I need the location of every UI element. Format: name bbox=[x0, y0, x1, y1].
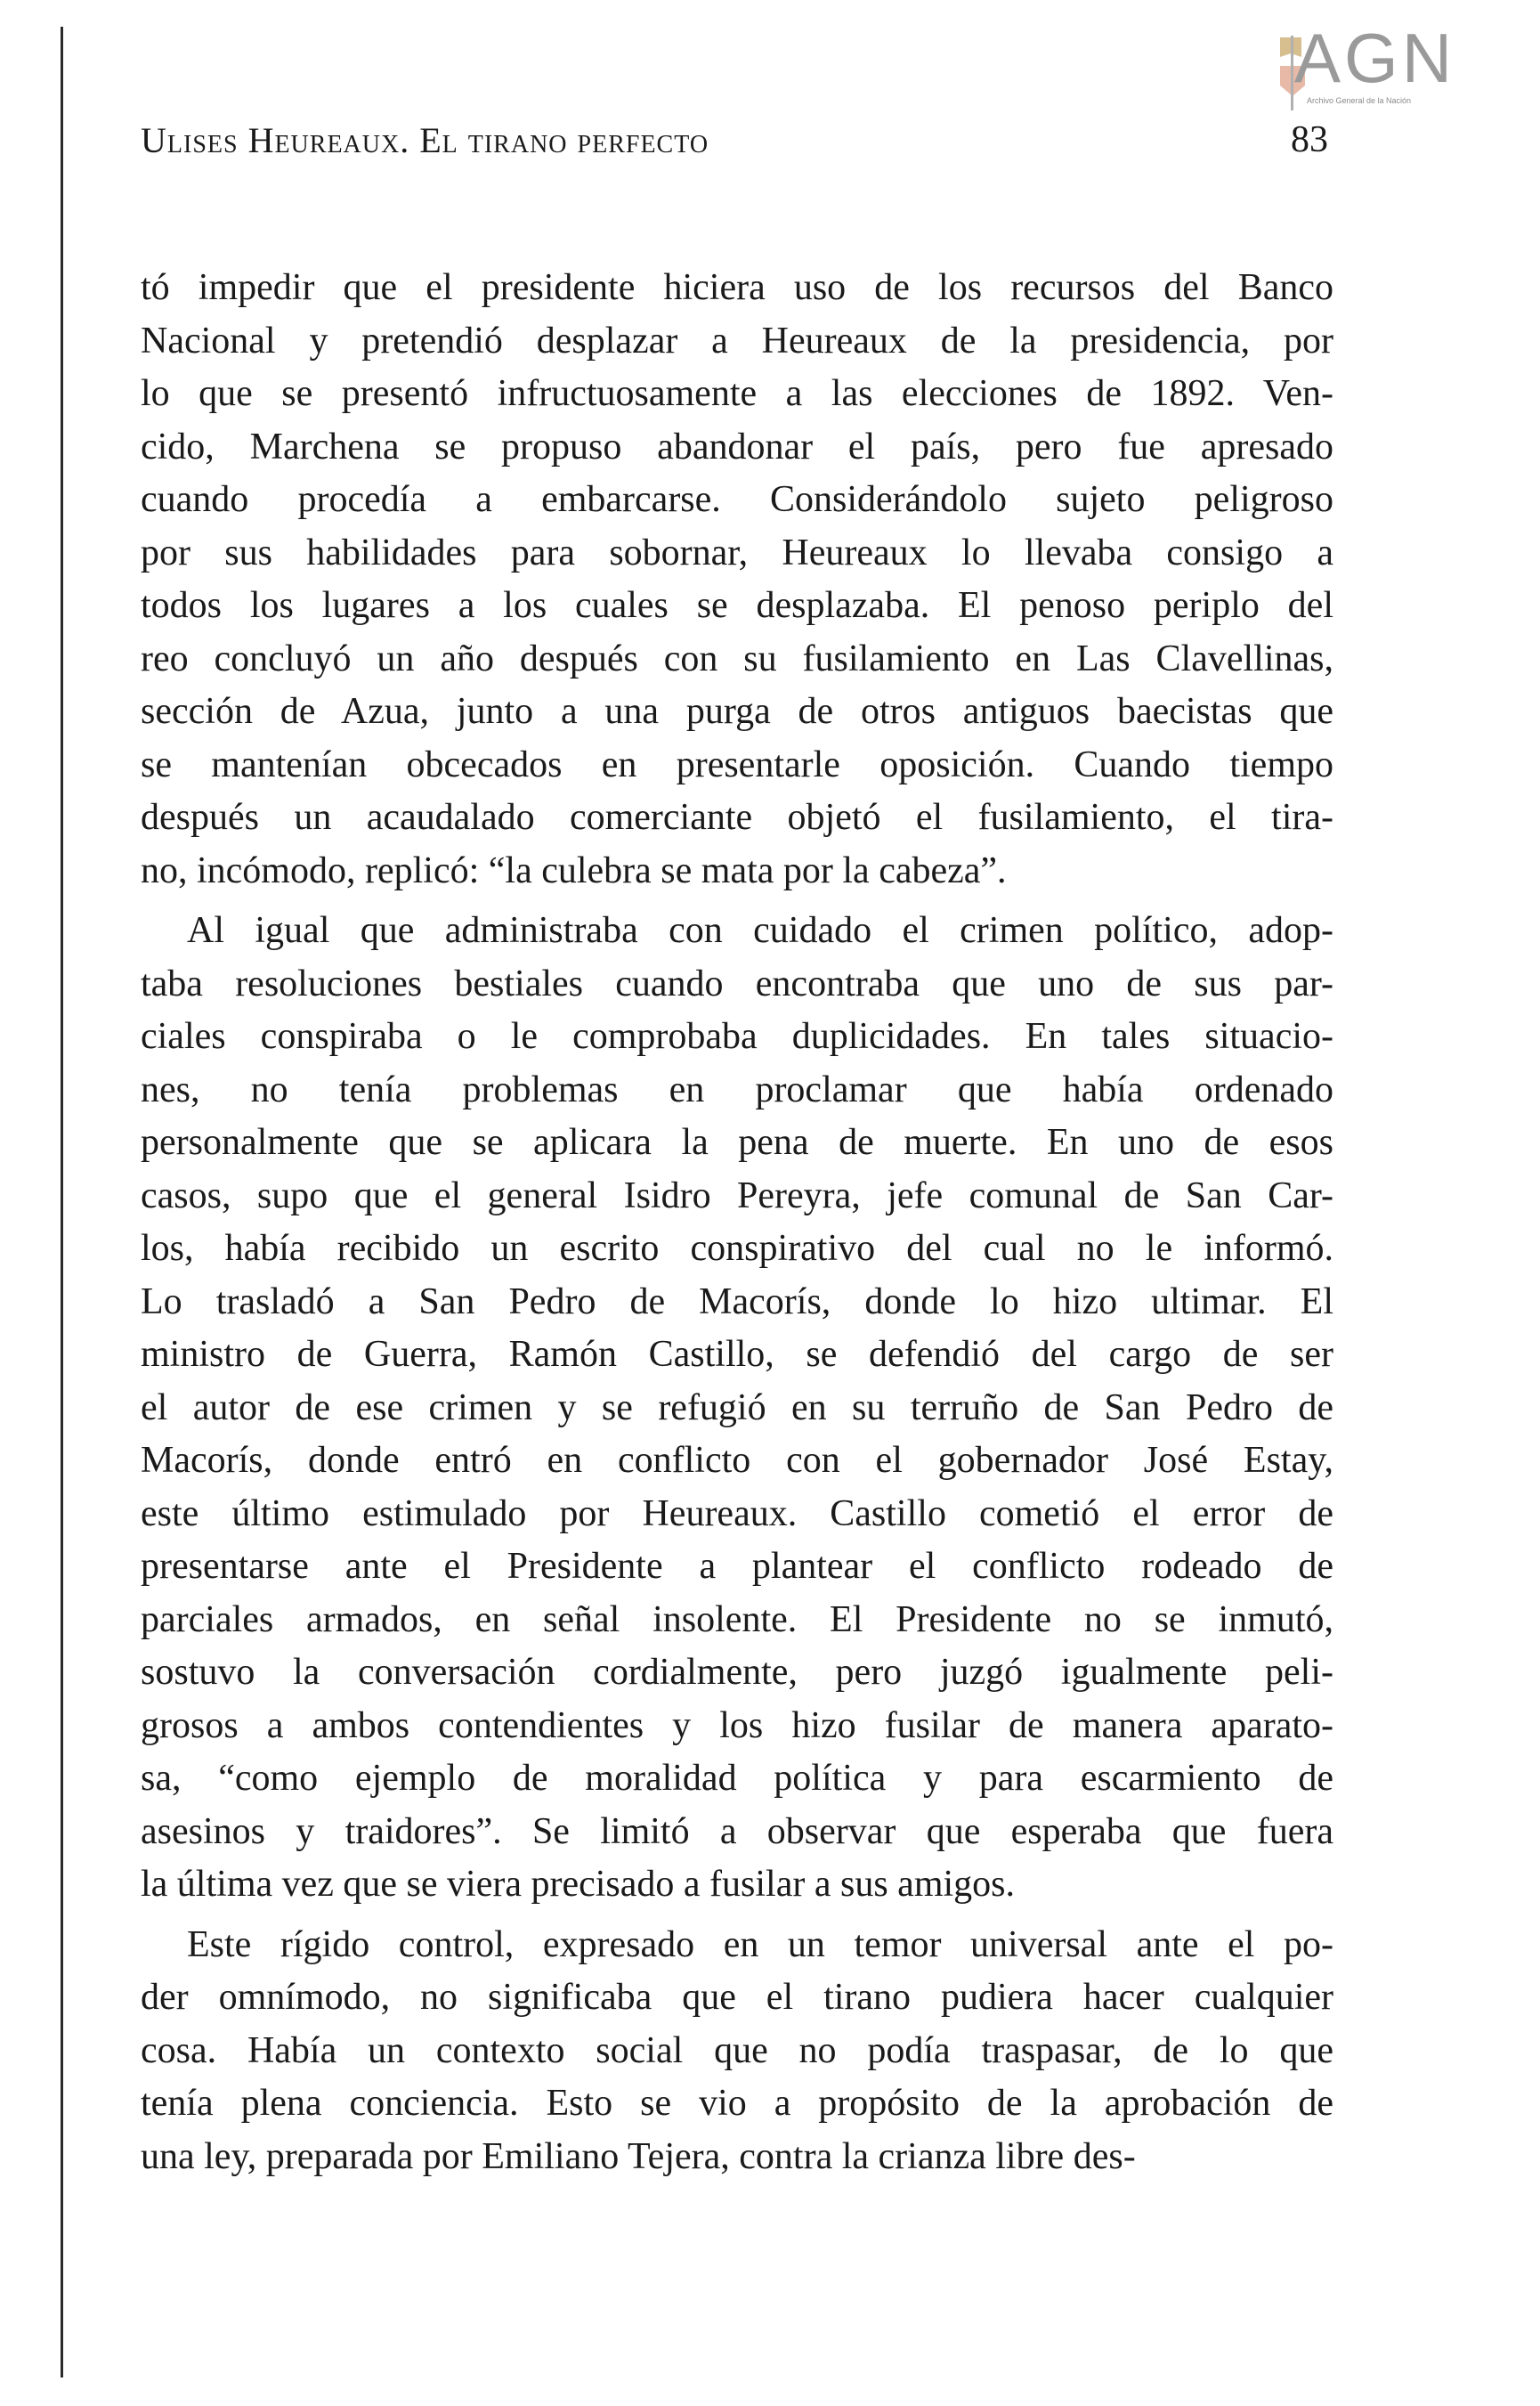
page-number: 83 bbox=[1291, 119, 1328, 160]
text-line: presentarse ante el Presidente a plantear el conflicto rodeado de bbox=[141, 1546, 1333, 1587]
text-line: personalmente que se aplicara la pena de muerte. En uno de esos bbox=[141, 1122, 1333, 1163]
text-line: cuando procedía a embarcarse. Considerándolo sujeto peligroso bbox=[141, 479, 1333, 520]
text-line: sección de Azua, junto a una purga de otros antiguos baecistas que bbox=[141, 691, 1333, 732]
text-line: Lo trasladó a San Pedro de Macorís, donde lo hizo ultimar. El bbox=[141, 1280, 1333, 1322]
text-line: reo concluyó un año después con su fusilamiento en Las Clavellinas, bbox=[141, 638, 1333, 679]
text-line: se mantenían obcecados en presentarle oposición. Cuando tiempo bbox=[141, 744, 1333, 785]
text-line: todos los lugares a los cuales se desplazaba. El penoso periplo del bbox=[141, 585, 1333, 626]
body-text bbox=[141, 262, 1333, 2183]
text-line: casos, supo que el general Isidro Pereyra, jefe comunal de San Car- bbox=[141, 1175, 1333, 1216]
paragraph-2 bbox=[141, 905, 1333, 1912]
text-line: parciales armados, en señal insolente. El Presidente no se inmutó, bbox=[141, 1598, 1333, 1640]
text-line: Macorís, donde entró en conflicto con el gobernador José Estay, bbox=[141, 1440, 1333, 1481]
paragraph-1 bbox=[141, 262, 1333, 898]
text-line: nes, no tenía problemas en proclamar que había ordenado bbox=[141, 1069, 1333, 1110]
text-line: la última vez que se viera precisado a fusilar a sus amigos. bbox=[141, 1864, 1015, 1905]
text-line: tenía plena conciencia. Esto se vio a propósito de la aprobación de bbox=[141, 2083, 1333, 2124]
archive-logo bbox=[1275, 19, 1471, 112]
text-line: lo que se presentó infructuosamente a las elecciones de 1892. Ven- bbox=[141, 373, 1333, 414]
running-head: Ulises Heureaux. El tirano perfecto bbox=[141, 120, 709, 160]
text-line: Nacional y pretendió desplazar a Heureaux de la presidencia, por bbox=[141, 320, 1333, 362]
text-line: cosa. Había un contexto social que no podía traspasar, de lo que bbox=[141, 2029, 1333, 2071]
text-line: una ley, preparada por Emiliano Tejera, contra la crianza libre des- bbox=[141, 2135, 1136, 2177]
text-line: tó impedir que el presidente hiciera uso de los recursos del Banco bbox=[141, 267, 1333, 308]
text-line: taba resoluciones bestiales cuando encontraba que uno de sus par- bbox=[141, 963, 1333, 1004]
text-line: Este rígido control, expresado en un temor universal ante el po- bbox=[187, 1923, 1333, 1965]
text-line: no, incómodo, replicó: “la culebra se mata por la cabeza”. bbox=[141, 849, 1007, 891]
text-line: ministro de Guerra, Ramón Castillo, se defendió del cargo de ser bbox=[141, 1334, 1333, 1375]
text-line: grosos a ambos contendientes y los hizo fusilar de manera aparato- bbox=[141, 1704, 1333, 1746]
logo-letters: AGN bbox=[1294, 19, 1456, 97]
text-line: Al igual que administraba con cuidado el crimen político, adop- bbox=[187, 910, 1333, 951]
binding-edge-line bbox=[61, 27, 63, 2378]
text-line: sa, “como ejemplo de moralidad política y para escarmiento de bbox=[141, 1758, 1333, 1799]
paragraph-3 bbox=[141, 1919, 1333, 2184]
text-line: sostuvo la conversación cordialmente, pero juzgó igualmente peli- bbox=[141, 1652, 1333, 1693]
text-line: ciales conspiraba o le comprobaba duplicidades. En tales situacio- bbox=[141, 1016, 1333, 1057]
text-line: los, había recibido un escrito conspirativo del cual no le informó. bbox=[141, 1228, 1333, 1269]
logo-subtitle: Archivo General de la Nación bbox=[1307, 96, 1412, 105]
text-line: después un acaudalado comerciante objetó el fusilamiento, el tira- bbox=[141, 797, 1333, 838]
text-line: el autor de ese crimen y se refugió en su terruño de San Pedro de bbox=[141, 1386, 1333, 1428]
text-line: der omnímodo, no significaba que el tirano pudiera hacer cualquier bbox=[141, 1977, 1333, 2018]
text-line: este último estimulado por Heureaux. Castillo cometió el error de bbox=[141, 1492, 1333, 1534]
text-line: cido, Marchena se propuso abandonar el país, pero fue apresado bbox=[141, 426, 1333, 467]
text-line: por sus habilidades para sobornar, Heureaux lo llevaba consigo a bbox=[141, 532, 1333, 573]
text-line: asesinos y traidores”. Se limitó a observar que esperaba que fuera bbox=[141, 1810, 1333, 1852]
